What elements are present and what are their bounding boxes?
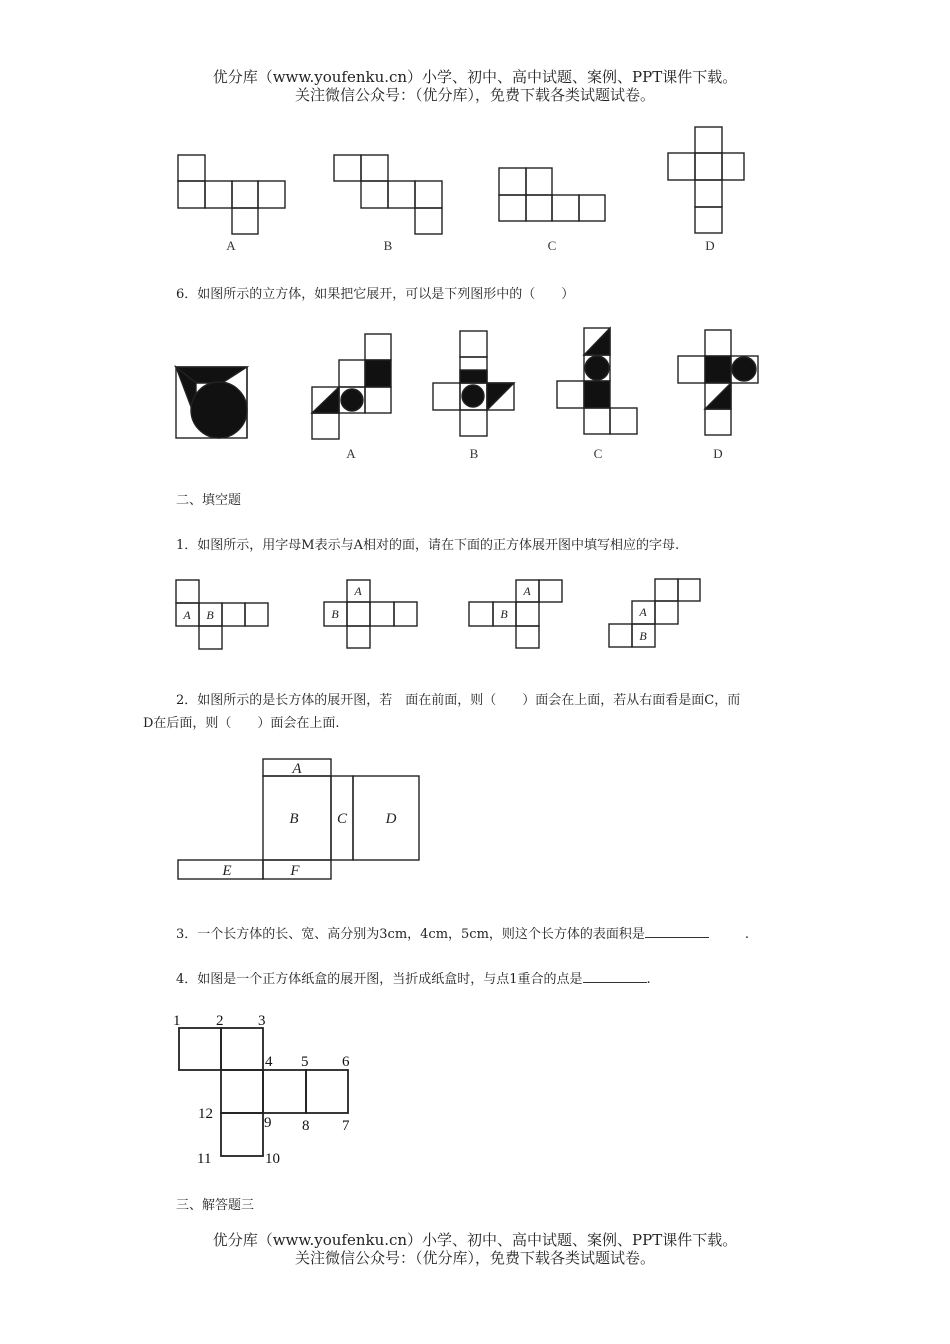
q5-label-c: C — [547, 238, 557, 253]
fill3-question — [176, 923, 749, 942]
fill3-text: 3．一个长方体的长、宽、高分别为3cm，4cm，5cm，则这个长方体的表面积是 — [176, 927, 645, 942]
fill1-text: 1．如图所示，用字母M表示与A相对的面，请在下面的正方体展开图中填写相应的字母. — [176, 538, 680, 553]
fill4-end: . — [646, 972, 651, 987]
fill3-answer-blank[interactable] — [645, 925, 709, 938]
q6-text: 6．如图所示的立方体，如果把它展开，可以是下列图形中的（ ） — [176, 287, 575, 302]
point-2: 2 — [216, 1013, 224, 1029]
fill1-n4-face-a: A — [639, 605, 647, 619]
point-6: 6 — [342, 1054, 350, 1070]
q5-label-a: A — [226, 238, 236, 253]
fill2-face-d: D — [385, 811, 397, 827]
fill4-answer-blank[interactable] — [583, 970, 647, 983]
section-2-title: 二、填空题 — [176, 493, 242, 508]
q5-net-b — [334, 155, 442, 234]
fill4-question — [176, 968, 651, 987]
fill1-n3-face-b: B — [500, 607, 508, 621]
header-line-1: 优分库（www.youfenku.cn）小学、初中、高中试题、案例、PPT课件下载。 — [212, 68, 738, 86]
fill1-n4-face-b: B — [639, 629, 647, 643]
point-3: 3 — [258, 1013, 266, 1029]
footer-line-1: 优分库（www.youfenku.cn）小学、初中、高中试题、案例、PPT课件下载。 — [212, 1231, 738, 1249]
fill1-n2-face-b: B — [331, 607, 339, 621]
fill1-n3-face-a: A — [523, 584, 531, 598]
q6-label-c: C — [593, 446, 603, 461]
point-10: 10 — [265, 1151, 280, 1167]
q6-net-c — [557, 328, 637, 434]
fill2-face-f: F — [290, 863, 300, 879]
fill2-line-1: 2．如图所示的是长方体的展开图，若 面在前面，则（ ）面会在上面，若从右面看是面C，而 — [176, 693, 741, 708]
fill1-n2-face-a: A — [354, 584, 362, 598]
q5-label-b: B — [383, 238, 393, 253]
q5-net-a — [178, 155, 285, 234]
q6-label-d: D — [713, 446, 723, 461]
q6-label-b: B — [469, 446, 479, 461]
fill2-face-e: E — [222, 863, 232, 879]
fill4-text: 4．如图是一个正方体纸盒的展开图，当折成纸盒时，与点1重合的点是 — [176, 972, 583, 987]
q6-net-a — [312, 334, 391, 439]
q5-label-d: D — [705, 238, 715, 253]
point-9: 9 — [264, 1115, 272, 1131]
point-12: 12 — [198, 1106, 213, 1122]
point-4: 4 — [265, 1054, 273, 1070]
section-3-title: 三、解答题三 — [176, 1198, 255, 1213]
point-8: 8 — [302, 1118, 310, 1134]
q6-cube — [176, 367, 247, 438]
q6-net-b — [433, 331, 514, 436]
header-line-2: 关注微信公众号：（优分库），免费下载各类试题试卷。 — [294, 86, 655, 104]
point-1: 1 — [173, 1013, 181, 1029]
point-7: 7 — [342, 1118, 350, 1134]
fill1-n1-face-b: B — [206, 608, 214, 622]
fill2-face-c: C — [336, 811, 348, 827]
fill2-face-a: A — [292, 761, 302, 777]
q6-net-d — [678, 330, 758, 435]
q5-net-c — [499, 168, 605, 221]
fill2-line-2: D在后面，则（ ）面会在上面. — [143, 716, 340, 731]
point-11: 11 — [197, 1151, 212, 1167]
fill2-face-b: B — [289, 811, 299, 827]
fill3-end: . — [744, 927, 750, 942]
point-5: 5 — [301, 1054, 309, 1070]
fill1-net-3 — [469, 580, 562, 648]
footer-line-2: 关注微信公众号：（优分库），免费下载各类试题试卷。 — [294, 1249, 655, 1267]
fill4-net — [179, 1028, 348, 1156]
q6-label-a: A — [346, 446, 356, 461]
q5-net-d — [668, 127, 744, 233]
fill1-net-4 — [609, 579, 700, 647]
fill1-n1-face-a: A — [183, 608, 191, 622]
